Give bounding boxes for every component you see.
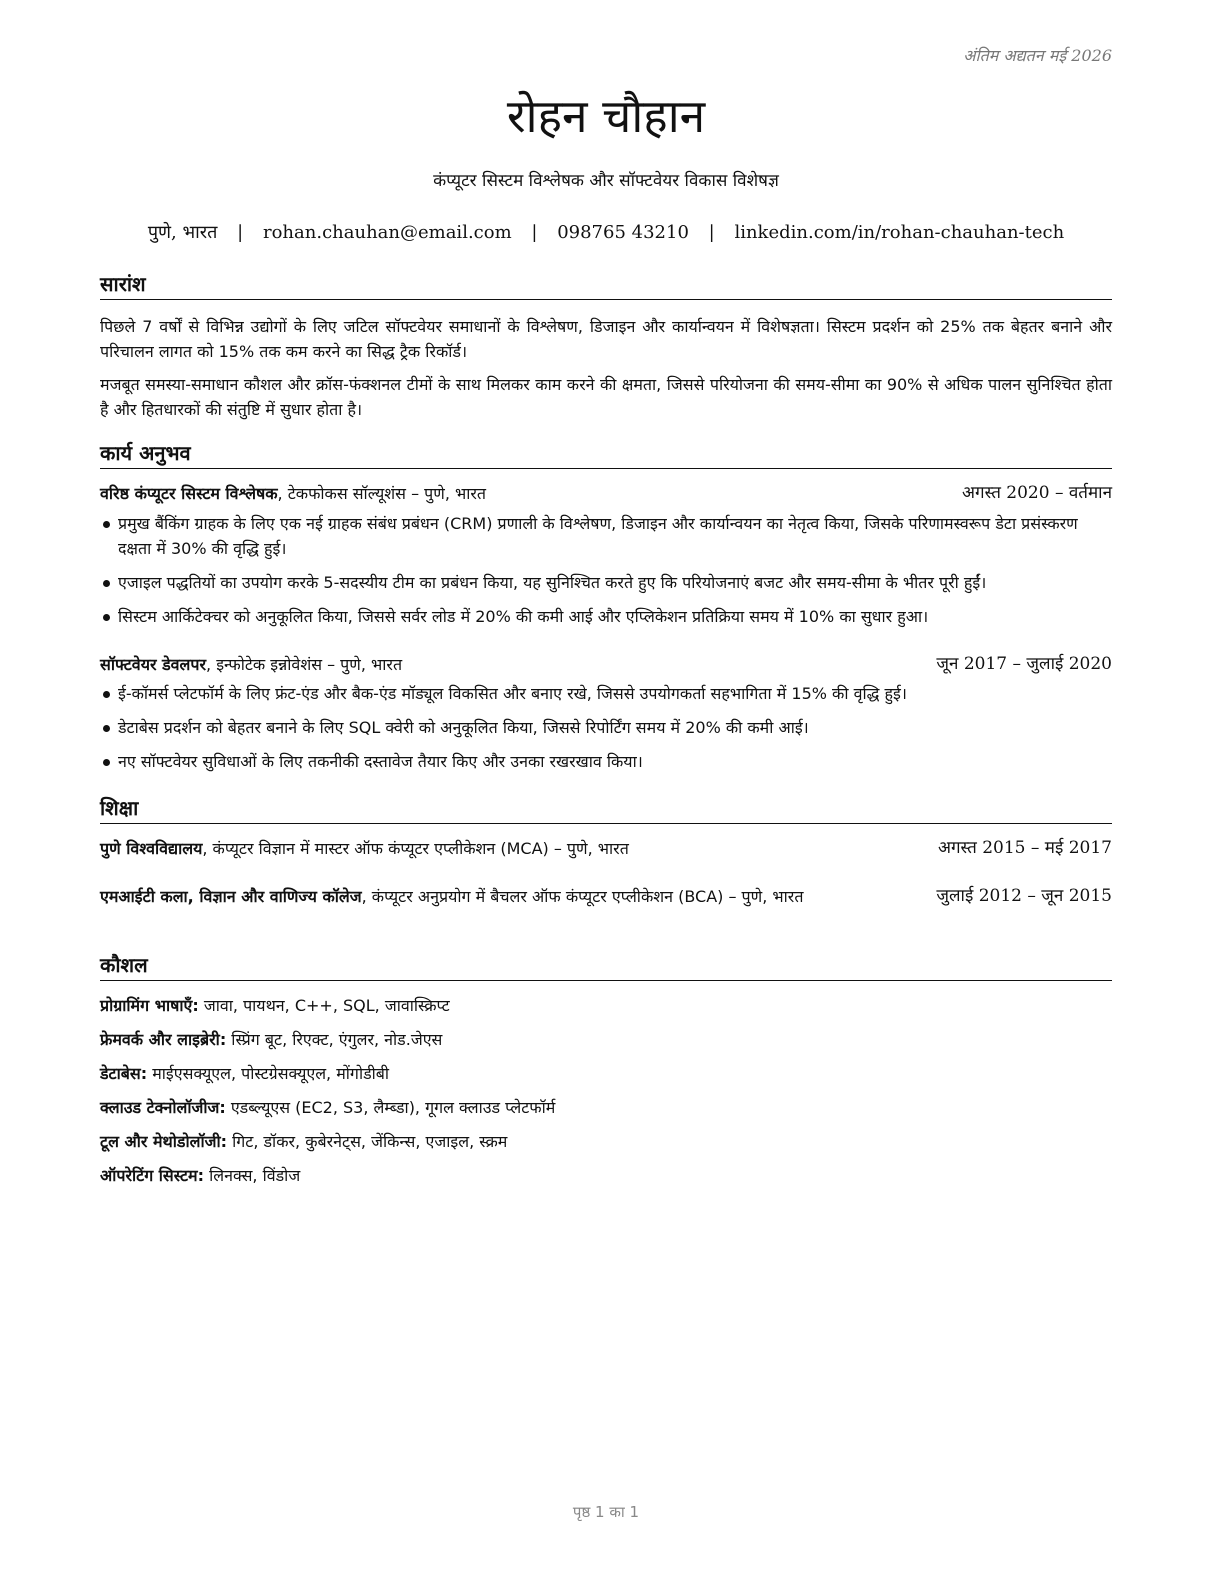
job-org: , टेकफोकस सॉल्यूशंस – पुणे, भारत xyxy=(277,484,487,503)
job-bullet: एजाइल पद्धतियों का उपयोग करके 5-सदस्यीय टीम का प्रबंधन किया, यह सुनिश्चित करते हुए कि परियोजनाएं बजट और समय-सीमा के भीतर पूरी हुईं। xyxy=(100,570,1112,595)
job-role: वरिष्ठ कंप्यूटर सिस्टम विश्लेषक xyxy=(100,484,278,503)
job-dates: अगस्त 2020 – वर्तमान xyxy=(962,483,1112,503)
education-detail: , कंप्यूटर अनुप्रयोग में बैचलर ऑफ कंप्यूटर एप्लीकेशन (BCA) – पुणे, भारत xyxy=(361,887,804,906)
skill-label: प्रोग्रामिंग भाषाएँ: xyxy=(100,996,199,1015)
skill-label: क्लाउड टेक्नोलॉजीज: xyxy=(100,1098,226,1117)
skill-value: गिट, डॉकर, कुबेरनेट्स, जेंकिन्स, एजाइल, स्क्रम xyxy=(227,1132,508,1151)
job-bullet: सिस्टम आर्किटेक्चर को अनुकूलित किया, जिससे सर्वर लोड में 20% की कमी आई और एप्लिकेशन प्रतिक्रिया समय में 10% का सुधार हुआ। xyxy=(100,604,1112,629)
section-title-education: शिक्षा xyxy=(100,794,1112,824)
section-title-experience: कार्य अनुभव xyxy=(100,439,1112,469)
skill-row xyxy=(100,1095,1112,1120)
job-header xyxy=(100,652,1112,677)
job-bullet: नए सॉफ्टवेयर सुविधाओं के लिए तकनीकी दस्तावेज तैयार किए और उनका रखरखाव किया। xyxy=(100,749,1112,774)
contact-separator: | xyxy=(237,222,244,243)
candidate-name: रोहन चौहान xyxy=(506,89,706,143)
skill-label: डेटाबेस: xyxy=(100,1064,148,1083)
skill-value: माईएसक्यूएल, पोस्टग्रेसक्यूएल, मोंगोडीबी xyxy=(147,1064,390,1083)
summary-paragraph: पिछले 7 वर्षों से विभिन्न उद्योगों के लिए जटिल सॉफ्टवेयर समाधानों के विश्लेषण, डिजाइन और कार्यान्वयन में विशेषज्ञता। सिस्टम प्रदर्शन को 25% तक बेहतर बनाने और परिचालन लागत को 15% तक कम करने का सिद्ध ट्रैक रिकॉर्ड। xyxy=(100,317,1112,361)
job-org: , इन्फोटेक इन्नोवेशंस – पुणे, भारत xyxy=(206,655,403,674)
contact-separator: | xyxy=(708,222,715,243)
job-bullet: डेटाबेस प्रदर्शन को बेहतर बनाने के लिए SQL क्वेरी को अनुकूलित किया, जिससे रिपोर्टिंग समय में 20% की कमी आई। xyxy=(100,715,1112,740)
education-item xyxy=(100,884,1112,909)
summary-paragraph: मजबूत समस्या-समाधान कौशल और क्रॉस-फंक्शनल टीमों के साथ मिलकर काम करने की क्षमता, जिससे परियोजना की समय-सीमा का 90% से अधिक पालन सुनिश्चित होता है और हितधारकों की संतुष्टि में सुधार होता है। xyxy=(100,375,1112,419)
job-bullets xyxy=(100,511,1112,638)
skill-label: टूल और मेथोडोलॉजी: xyxy=(100,1132,228,1151)
skill-value: जावा, पायथन, C++, SQL, जावास्क्रिप्ट xyxy=(198,996,450,1015)
skill-row xyxy=(100,1027,1112,1052)
contact-location: पुणे, भारत xyxy=(147,222,218,243)
last-updated: अंतिम अद्यतन मई 2026 xyxy=(963,46,1112,65)
education-institution: एमआईटी कला, विज्ञान और वाणिज्य कॉलेज xyxy=(100,887,362,906)
section-title-summary: सारांश xyxy=(100,270,1112,300)
skill-label: फ्रेमवर्क और लाइब्रेरी: xyxy=(100,1030,227,1049)
education-dates: अगस्त 2015 – मई 2017 xyxy=(937,838,1112,858)
candidate-subtitle: कंप्यूटर सिस्टम विश्लेषक और सॉफ्टवेयर विकास विशेषज्ञ xyxy=(433,171,779,191)
job-bullet: ई-कॉमर्स प्लेटफॉर्म के लिए फ्रंट-एंड और बैक-एंड मॉड्यूल विकसित और बनाए रखे, जिससे उपयोगकर्ता सहभागिता में 15% की वृद्धि हुई। xyxy=(100,681,1112,706)
education-institution: पुणे विश्वविद्यालय xyxy=(100,839,203,858)
contact-linkedin[interactable]: linkedin.com/in/rohan-chauhan-tech xyxy=(734,222,1065,243)
contact-separator: | xyxy=(531,222,538,243)
skill-value: एडब्ल्यूएस (EC2, S3, लैम्ब्डा), गूगल क्लाउड प्लेटफॉर्म xyxy=(225,1098,556,1117)
skill-row xyxy=(100,993,1112,1018)
skill-row xyxy=(100,1129,1112,1154)
skill-row xyxy=(100,1061,1112,1086)
education-detail: , कंप्यूटर विज्ञान में मास्टर ऑफ कंप्यूटर एप्लीकेशन (MCA) – पुणे, भारत xyxy=(202,839,629,858)
job-bullet: प्रमुख बैंकिंग ग्राहक के लिए एक नई ग्राहक संबंध प्रबंधन (CRM) प्रणाली के विश्लेषण, डिजाइन और कार्यान्वयन का नेतृत्व किया, जिसके परिणामस्वरूप डेटा प्रसंस्करण दक्षता में 30% की वृद्धि हुई। xyxy=(100,511,1112,561)
page-number: पृष्ठ 1 का 1 xyxy=(572,1503,640,1521)
skill-value: लिनक्स, विंडोज xyxy=(204,1166,301,1185)
contact-line xyxy=(100,220,1112,244)
education-item xyxy=(100,836,1112,861)
job-header xyxy=(100,481,1112,506)
job-bullets xyxy=(100,681,1112,783)
contact-email[interactable]: rohan.chauhan@email.com xyxy=(262,222,512,243)
skill-label: ऑपरेटिंग सिस्टम: xyxy=(100,1166,205,1185)
skill-row xyxy=(100,1163,1112,1188)
education-dates: जुलाई 2012 – जून 2015 xyxy=(936,886,1112,906)
job-role: सॉफ्टवेयर डेवलपर xyxy=(100,655,207,674)
skill-value: स्प्रिंग बूट, रिएक्ट, एंगुलर, नोड.जेएस xyxy=(226,1030,443,1049)
contact-phone: 098765 43210 xyxy=(557,222,689,243)
section-title-skills: कौशल xyxy=(100,951,1112,981)
job-dates: जून 2017 – जुलाई 2020 xyxy=(936,654,1112,674)
